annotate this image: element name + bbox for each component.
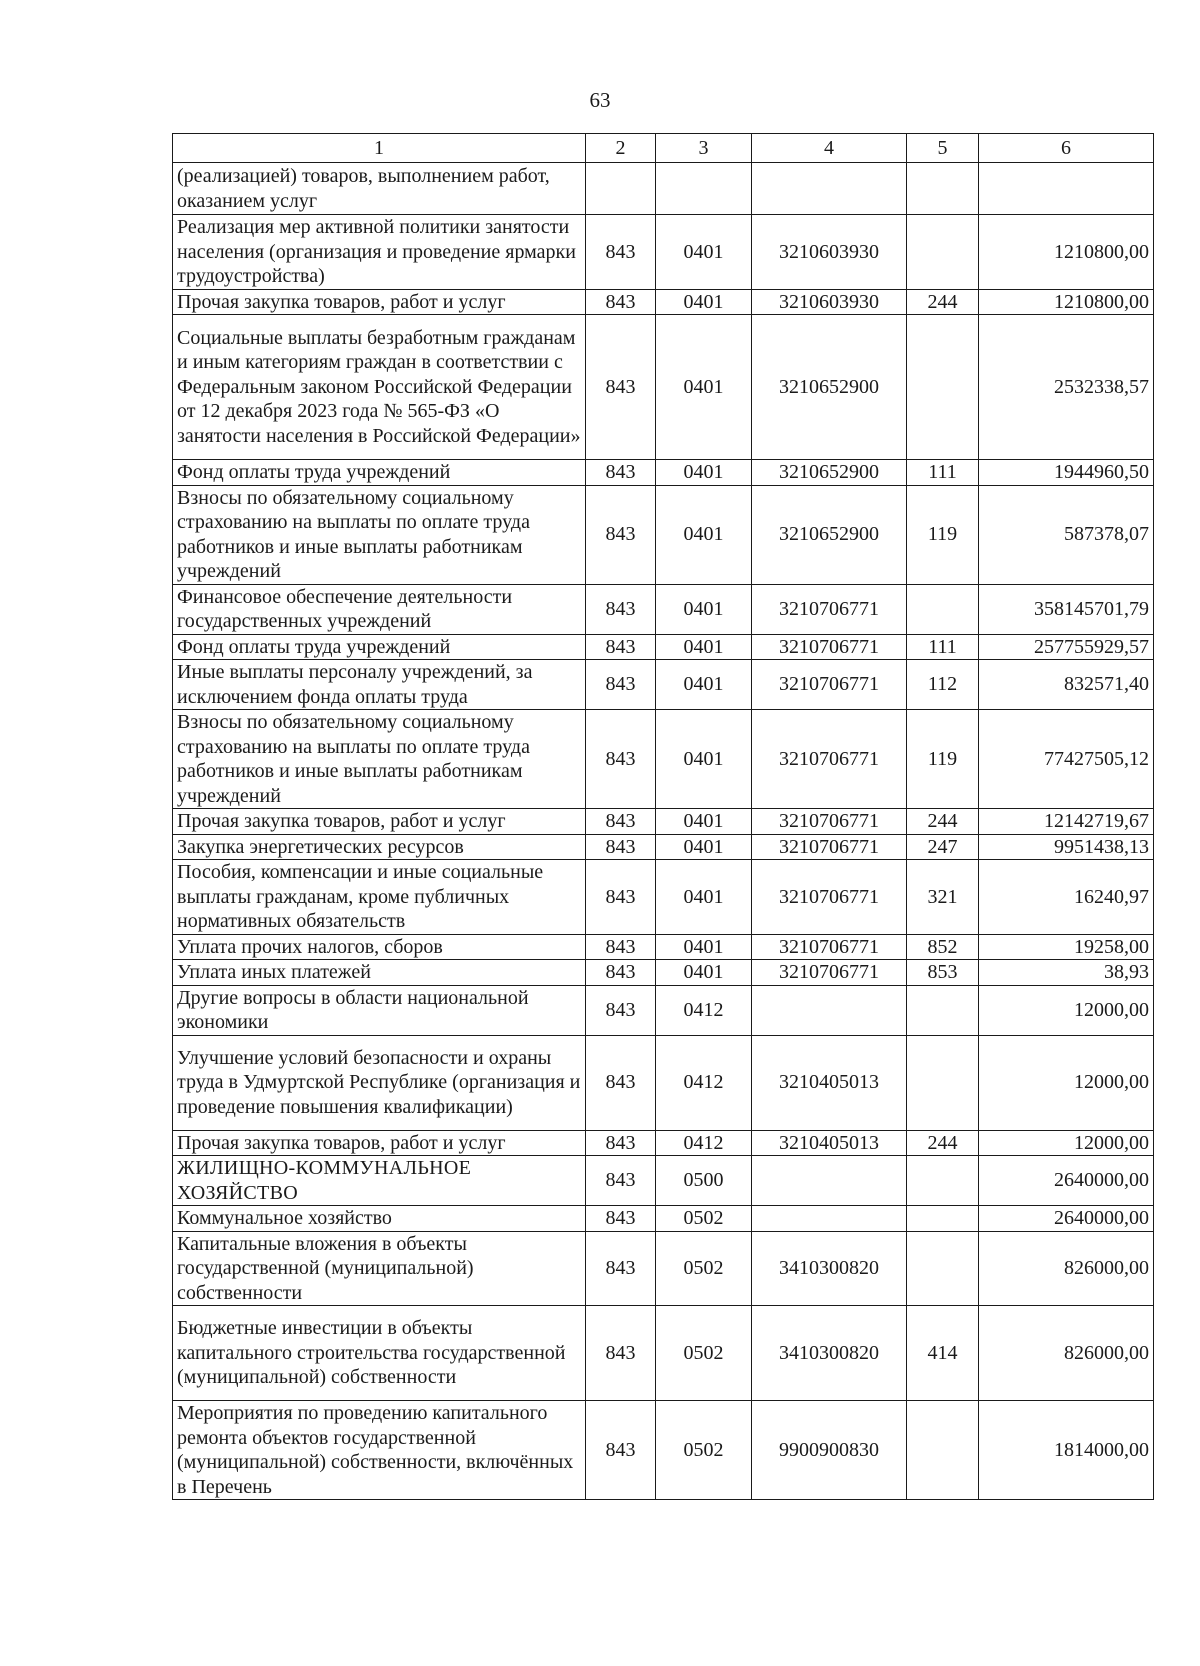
table-header-row	[173, 134, 1154, 163]
table-row	[173, 1130, 1154, 1156]
cell-ministry-code: 843	[586, 710, 656, 809]
cell-expense-type	[907, 1231, 979, 1306]
cell-target-article	[752, 1206, 907, 1232]
table-row	[173, 834, 1154, 860]
cell-target-article: 3210706771	[752, 834, 907, 860]
cell-section-code: 0500	[656, 1156, 752, 1206]
cell-name: Прочая закупка товаров, работ и услуг	[173, 289, 586, 315]
cell-amount: 38,93	[979, 960, 1154, 986]
table-row	[173, 1035, 1154, 1130]
cell-target-article: 3210706771	[752, 660, 907, 710]
cell-target-article	[752, 985, 907, 1035]
table-row	[173, 1156, 1154, 1206]
cell-amount: 9951438,13	[979, 834, 1154, 860]
cell-section-code: 0412	[656, 985, 752, 1035]
cell-ministry-code: 843	[586, 315, 656, 460]
cell-expense-type: 414	[907, 1306, 979, 1401]
cell-name: Фонд оплаты труда учреждений	[173, 460, 586, 486]
cell-name: Взносы по обязательному социальному страхованию на выплаты по оплате труда работников и иные выплаты работникам учреждений	[173, 710, 586, 809]
cell-name: Пособия, компенсации и иные социальные выплаты гражданам, кроме публичных нормативных обязательств	[173, 860, 586, 935]
cell-expense-type: 244	[907, 809, 979, 835]
cell-name: Прочая закупка товаров, работ и услуг	[173, 809, 586, 835]
table-row	[173, 315, 1154, 460]
cell-amount: 77427505,12	[979, 710, 1154, 809]
cell-target-article	[752, 1156, 907, 1206]
cell-ministry-code: 843	[586, 1231, 656, 1306]
cell-target-article: 3410300820	[752, 1306, 907, 1401]
table-row	[173, 710, 1154, 809]
cell-name: Капитальные вложения в объекты государственной (муниципальной) собственности	[173, 1231, 586, 1306]
cell-section-code: 0401	[656, 960, 752, 986]
cell-ministry-code: 843	[586, 634, 656, 660]
cell-ministry-code: 843	[586, 809, 656, 835]
header-cell-5: 5	[907, 134, 979, 163]
header-cell-6: 6	[979, 134, 1154, 163]
cell-ministry-code: 843	[586, 289, 656, 315]
cell-ministry-code: 843	[586, 1206, 656, 1232]
table-row	[173, 163, 1154, 215]
cell-section-code: 0502	[656, 1206, 752, 1232]
cell-name: (реализацией) товаров, выполнением работ, оказанием услуг	[173, 163, 586, 215]
cell-amount: 1210800,00	[979, 215, 1154, 290]
table-row	[173, 584, 1154, 634]
cell-section-code: 0502	[656, 1306, 752, 1401]
cell-expense-type	[907, 1156, 979, 1206]
cell-ministry-code: 843	[586, 834, 656, 860]
cell-ministry-code: 843	[586, 934, 656, 960]
cell-name: Иные выплаты персоналу учреждений, за исключением фонда оплаты труда	[173, 660, 586, 710]
cell-ministry-code: 843	[586, 584, 656, 634]
cell-name: Финансовое обеспечение деятельности государственных учреждений	[173, 584, 586, 634]
cell-amount: 1814000,00	[979, 1401, 1154, 1500]
budget-table	[172, 133, 1154, 1500]
cell-expense-type	[907, 315, 979, 460]
cell-amount: 257755929,57	[979, 634, 1154, 660]
cell-target-article: 3210652900	[752, 485, 907, 584]
cell-name: Мероприятия по проведению капитального ремонта объектов государственной (муниципальной) собственности, включённых в Перечень	[173, 1401, 586, 1500]
cell-amount: 19258,00	[979, 934, 1154, 960]
cell-section-code: 0401	[656, 485, 752, 584]
cell-section-code: 0412	[656, 1130, 752, 1156]
cell-section-code: 0502	[656, 1401, 752, 1500]
cell-name: Бюджетные инвестиции в объекты капитального строительства государственной (муниципальной) собственности	[173, 1306, 586, 1401]
cell-expense-type: 119	[907, 485, 979, 584]
cell-amount: 2532338,57	[979, 315, 1154, 460]
cell-expense-type	[907, 1206, 979, 1232]
cell-name: Взносы по обязательному социальному страхованию на выплаты по оплате труда работников и иные выплаты работникам учреждений	[173, 485, 586, 584]
cell-name: Улучшение условий безопасности и охраны труда в Удмуртской Республике (организация и проведение повышения квалификации)	[173, 1035, 586, 1130]
cell-name: Социальные выплаты безработным гражданам и иным категориям граждан в соответствии с Федеральным законом Российской Федерации от 12 декабря 2023 года № 565-ФЗ «О занятости населения в Российской Федерации»	[173, 315, 586, 460]
table-row	[173, 289, 1154, 315]
cell-amount	[979, 163, 1154, 215]
cell-target-article	[752, 163, 907, 215]
cell-target-article: 3410300820	[752, 1231, 907, 1306]
header-cell-1: 1	[173, 134, 586, 163]
cell-target-article: 3210706771	[752, 934, 907, 960]
table-body	[173, 163, 1154, 1500]
page-number: 63	[589, 88, 611, 112]
cell-ministry-code: 843	[586, 485, 656, 584]
cell-expense-type: 852	[907, 934, 979, 960]
cell-target-article: 3210603930	[752, 215, 907, 290]
cell-ministry-code: 843	[586, 1306, 656, 1401]
cell-section-code: 0412	[656, 1035, 752, 1130]
cell-expense-type	[907, 985, 979, 1035]
table-row	[173, 634, 1154, 660]
cell-expense-type	[907, 584, 979, 634]
cell-expense-type: 244	[907, 289, 979, 315]
header-cell-2: 2	[586, 134, 656, 163]
cell-expense-type	[907, 163, 979, 215]
table-row	[173, 934, 1154, 960]
cell-amount: 12000,00	[979, 985, 1154, 1035]
cell-section-code: 0401	[656, 584, 752, 634]
cell-expense-type: 853	[907, 960, 979, 986]
table-row	[173, 985, 1154, 1035]
cell-section-code: 0401	[656, 934, 752, 960]
cell-expense-type: 112	[907, 660, 979, 710]
cell-target-article: 3210652900	[752, 460, 907, 486]
cell-expense-type: 321	[907, 860, 979, 935]
cell-target-article: 9900900830	[752, 1401, 907, 1500]
cell-target-article: 3210706771	[752, 860, 907, 935]
table-row	[173, 215, 1154, 290]
table-row	[173, 1206, 1154, 1232]
cell-name: Закупка энергетических ресурсов	[173, 834, 586, 860]
cell-expense-type: 111	[907, 634, 979, 660]
cell-expense-type: 244	[907, 1130, 979, 1156]
cell-amount: 587378,07	[979, 485, 1154, 584]
cell-name: Другие вопросы в области национальной экономики	[173, 985, 586, 1035]
cell-ministry-code: 843	[586, 1156, 656, 1206]
table-row	[173, 860, 1154, 935]
cell-expense-type: 247	[907, 834, 979, 860]
cell-target-article: 3210706771	[752, 584, 907, 634]
cell-section-code: 0401	[656, 460, 752, 486]
cell-section-code: 0401	[656, 660, 752, 710]
table-row	[173, 485, 1154, 584]
cell-amount: 826000,00	[979, 1306, 1154, 1401]
cell-name: Реализация мер активной политики занятости населения (организация и проведение ярмарки трудоустройства)	[173, 215, 586, 290]
cell-target-article: 3210405013	[752, 1130, 907, 1156]
cell-ministry-code: 843	[586, 860, 656, 935]
cell-amount: 12142719,67	[979, 809, 1154, 835]
cell-target-article: 3210706771	[752, 634, 907, 660]
cell-name: Фонд оплаты труда учреждений	[173, 634, 586, 660]
cell-expense-type	[907, 215, 979, 290]
cell-ministry-code: 843	[586, 660, 656, 710]
cell-section-code: 0401	[656, 315, 752, 460]
cell-target-article: 3210603930	[752, 289, 907, 315]
cell-ministry-code: 843	[586, 960, 656, 986]
cell-name: ЖИЛИЩНО-КОММУНАЛЬНОЕ ХОЗЯЙСТВО	[173, 1156, 586, 1206]
table-row	[173, 1231, 1154, 1306]
cell-amount: 2640000,00	[979, 1206, 1154, 1232]
cell-section-code: 0401	[656, 634, 752, 660]
cell-target-article: 3210706771	[752, 710, 907, 809]
cell-ministry-code: 843	[586, 460, 656, 486]
table-row	[173, 1401, 1154, 1500]
cell-expense-type: 119	[907, 710, 979, 809]
cell-section-code: 0401	[656, 834, 752, 860]
cell-amount: 1210800,00	[979, 289, 1154, 315]
cell-expense-type	[907, 1401, 979, 1500]
cell-expense-type: 111	[907, 460, 979, 486]
cell-target-article: 3210706771	[752, 960, 907, 986]
cell-name: Коммунальное хозяйство	[173, 1206, 586, 1232]
cell-amount: 358145701,79	[979, 584, 1154, 634]
table-row	[173, 960, 1154, 986]
cell-amount: 1944960,50	[979, 460, 1154, 486]
cell-expense-type	[907, 1035, 979, 1130]
cell-name: Уплата иных платежей	[173, 960, 586, 986]
table-row	[173, 460, 1154, 486]
cell-section-code: 0401	[656, 860, 752, 935]
table-row	[173, 809, 1154, 835]
cell-target-article: 3210706771	[752, 809, 907, 835]
cell-amount: 12000,00	[979, 1130, 1154, 1156]
table-row	[173, 1306, 1154, 1401]
table-row	[173, 660, 1154, 710]
cell-amount: 2640000,00	[979, 1156, 1154, 1206]
cell-name: Уплата прочих налогов, сборов	[173, 934, 586, 960]
cell-section-code: 0401	[656, 215, 752, 290]
cell-section-code: 0401	[656, 710, 752, 809]
cell-ministry-code	[586, 163, 656, 215]
cell-ministry-code: 843	[586, 985, 656, 1035]
cell-section-code: 0502	[656, 1231, 752, 1306]
cell-section-code: 0401	[656, 289, 752, 315]
cell-ministry-code: 843	[586, 1401, 656, 1500]
cell-target-article: 3210652900	[752, 315, 907, 460]
cell-target-article: 3210405013	[752, 1035, 907, 1130]
header-cell-3: 3	[656, 134, 752, 163]
cell-amount: 826000,00	[979, 1231, 1154, 1306]
cell-amount: 832571,40	[979, 660, 1154, 710]
cell-amount: 16240,97	[979, 860, 1154, 935]
cell-ministry-code: 843	[586, 215, 656, 290]
cell-amount: 12000,00	[979, 1035, 1154, 1130]
cell-section-code: 0401	[656, 809, 752, 835]
header-cell-4: 4	[752, 134, 907, 163]
cell-name: Прочая закупка товаров, работ и услуг	[173, 1130, 586, 1156]
cell-section-code	[656, 163, 752, 215]
cell-ministry-code: 843	[586, 1130, 656, 1156]
cell-ministry-code: 843	[586, 1035, 656, 1130]
